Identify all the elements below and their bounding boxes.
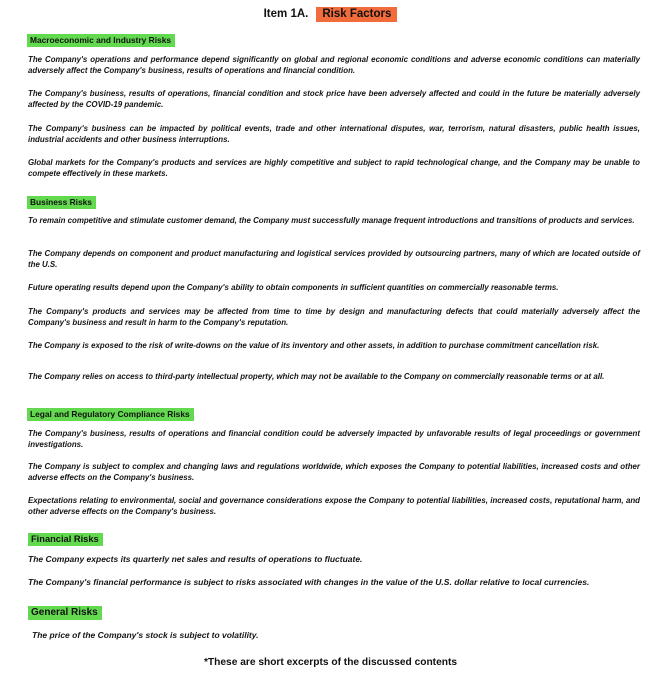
paragraph-macro-political-events: The Company's business can be impacted by political events, trade and other international disputes, war, terrorism, natural disasters, public health issues, industrial accidents and other business interruptions. — [28, 124, 640, 144]
paragraph-financial-currency: The Company's financial performance is subject to risks associated with changes in the value of the U.S. dollar relative to local currencies. — [28, 577, 590, 587]
paragraph-legal-laws-regulations: The Company is subject to complex and changing laws and regulations worldwide, which exposes the Company to potential liabilities, increased costs and other adverse effects on the Company's business. — [28, 462, 640, 482]
paragraph-macro-competition: Global markets for the Company's products and services are highly competitive and subject to rapid technological change, and the Company may be unable to compete effectively in these markets. — [28, 158, 640, 178]
paragraph-financial-quarterly: The Company expects its quarterly net sales and results of operations to fluctuate. — [28, 554, 363, 564]
footnote: *These are short excerpts of the discussed contents — [203, 657, 458, 668]
paragraph-business-defects: The Company's products and services may be affected from time to time by design and manufacturing defects that could materially adversely affect the Company's business and result in harm to the Company's reputation. — [28, 307, 640, 327]
paragraph-legal-esg: Expectations relating to environmental, social and governance considerations expose the Company to potential liabilities, increased costs, reputational harm, and other adverse effects on the Company's business. — [28, 496, 640, 516]
paragraph-business-product-transitions: To remain competitive and stimulate customer demand, the Company must successfully manage frequent introductions and transitions of products and services. — [28, 216, 635, 225]
page-title: Risk Factors — [316, 7, 397, 22]
paragraph-business-components: Future operating results depend upon the Company's ability to obtain components in sufficient quantities on commercially reasonable terms. — [28, 283, 559, 292]
section-heading-general: General Risks — [28, 606, 102, 620]
section-heading-macroeconomic: Macroeconomic and Industry Risks — [27, 34, 175, 47]
item-label: Item 1A. — [263, 8, 309, 20]
paragraph-macro-economic-conditions: The Company's operations and performance depend significantly on global and regional economic conditions and adverse economic conditions can materially adversely affect the Company's business, results of operations and financial condition. — [28, 55, 640, 75]
section-heading-business: Business Risks — [27, 196, 96, 209]
paragraph-general-stock-volatility: The price of the Company's stock is subject to volatility. — [32, 630, 259, 640]
section-heading-financial: Financial Risks — [28, 533, 103, 546]
paragraph-macro-covid: The Company's business, results of operations, financial condition and stock price have been adversely affected and could in the future be materially adversely affected by the COVID-19 pandemic. — [28, 89, 640, 109]
paragraph-business-outsourcing: The Company depends on component and product manufacturing and logistical services provided by outsourcing partners, many of which are located outside of the U.S. — [28, 249, 640, 269]
page-header — [0, 8, 661, 20]
paragraph-business-write-downs: The Company is exposed to the risk of write-downs on the value of its inventory and other assets, in addition to purchase commitment cancellation risk. — [28, 341, 600, 350]
paragraph-business-intellectual-property: The Company relies on access to third-party intellectual property, which may not be available to the Company on commercially reasonable terms or at all. — [28, 372, 605, 381]
section-heading-legal: Legal and Regulatory Compliance Risks — [27, 408, 194, 421]
paragraph-legal-proceedings: The Company's business, results of operations and financial condition could be adversely impacted by unfavorable results of legal proceedings or government investigations. — [28, 429, 640, 449]
